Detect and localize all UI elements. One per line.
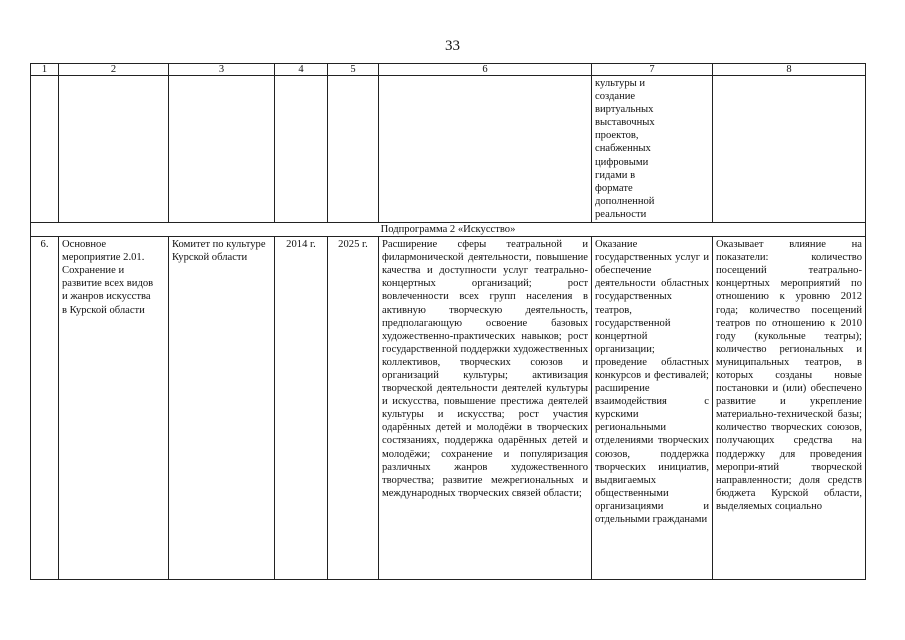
empty-cell (328, 76, 379, 223)
column-header: 4 (275, 64, 328, 76)
column-header: 2 (59, 64, 169, 76)
row-number: 6. (31, 237, 59, 580)
column-header: 7 (592, 64, 713, 76)
empty-cell (59, 76, 169, 223)
main-directions-cell: Оказание государственных услуг и обеспечение деятельности областных государственных театров, государственной концертной организации; проведение областных конкурсов и фестивалей; расширение взаимодействия с курскими региональными отделениями творческих союзов, поддержка творческих инициатив, выдвигаемых общественными организациями и отдельными гражданами (592, 237, 713, 580)
column-number-row (31, 64, 866, 76)
program-table (30, 63, 866, 580)
subprogram-row (31, 223, 866, 237)
empty-cell (713, 76, 866, 223)
column-header: 5 (328, 64, 379, 76)
executor-cell: Комитет по культуре Курской области (169, 237, 275, 580)
continuation-row (31, 76, 866, 223)
end-year-cell: 2025 г. (328, 237, 379, 580)
column-header: 3 (169, 64, 275, 76)
empty-cell (169, 76, 275, 223)
column-header: 1 (31, 64, 59, 76)
column-header: 8 (713, 64, 866, 76)
start-year-cell: 2014 г. (275, 237, 328, 580)
page-number: 33 (445, 38, 460, 54)
subprogram-title: Подпрограмма 2 «Искусство» (31, 223, 866, 237)
expected-results-cell: Расширение сферы театральной и филармонической деятельности, повышение качества и доступности услуг театрально-концертных организаций; рост вовлеченности всех групп населения в активную творческую деятельность, предполагающую освоение базовых художественно-практических навыков; рост государственной поддержки художественных коллективов, творческих союзов и организаций культуры; активизация творческой деятельности деятелей культуры и искусства, повышение престижа деятелей культуры и искусства; рост участия одарённых детей и молодёжи в творческих состязаниях, поддержка одарённых детей и молодёжи; сохранение и популяризация различных жанров художественного творчества; развитие межрегиональных и международных творческих связей области; (379, 237, 592, 580)
indicators-cell: Оказывает влияние на показатели: количество посещений театрально-концертных мероприятий по отношению к уровню 2012 года; количество посещений театров по отношению к 2010 году (кукольные театры); количество региональных и муниципальных театров, в которых созданы новые постановки и (или) обеспечено развитие и укрепление материально-технической базы; количество творческих союзов, получающих средства на поддержку для проведения меропри-ятий творческой направленности; доля средств бюджета Курской области, выделяемых социально (713, 237, 866, 580)
activity-cell: Основное мероприятие 2.01. Сохранение и развитие всех видов и жанров искусства в Курской области (59, 237, 169, 580)
empty-cell (31, 76, 59, 223)
empty-cell (275, 76, 328, 223)
table-row (31, 237, 866, 580)
column-header: 6 (379, 64, 592, 76)
empty-cell (379, 76, 592, 223)
continued-directions-cell: культуры и создание виртуальных выставочных проектов, снабженных цифровыми гидами в формате дополненной реальности (592, 76, 713, 223)
